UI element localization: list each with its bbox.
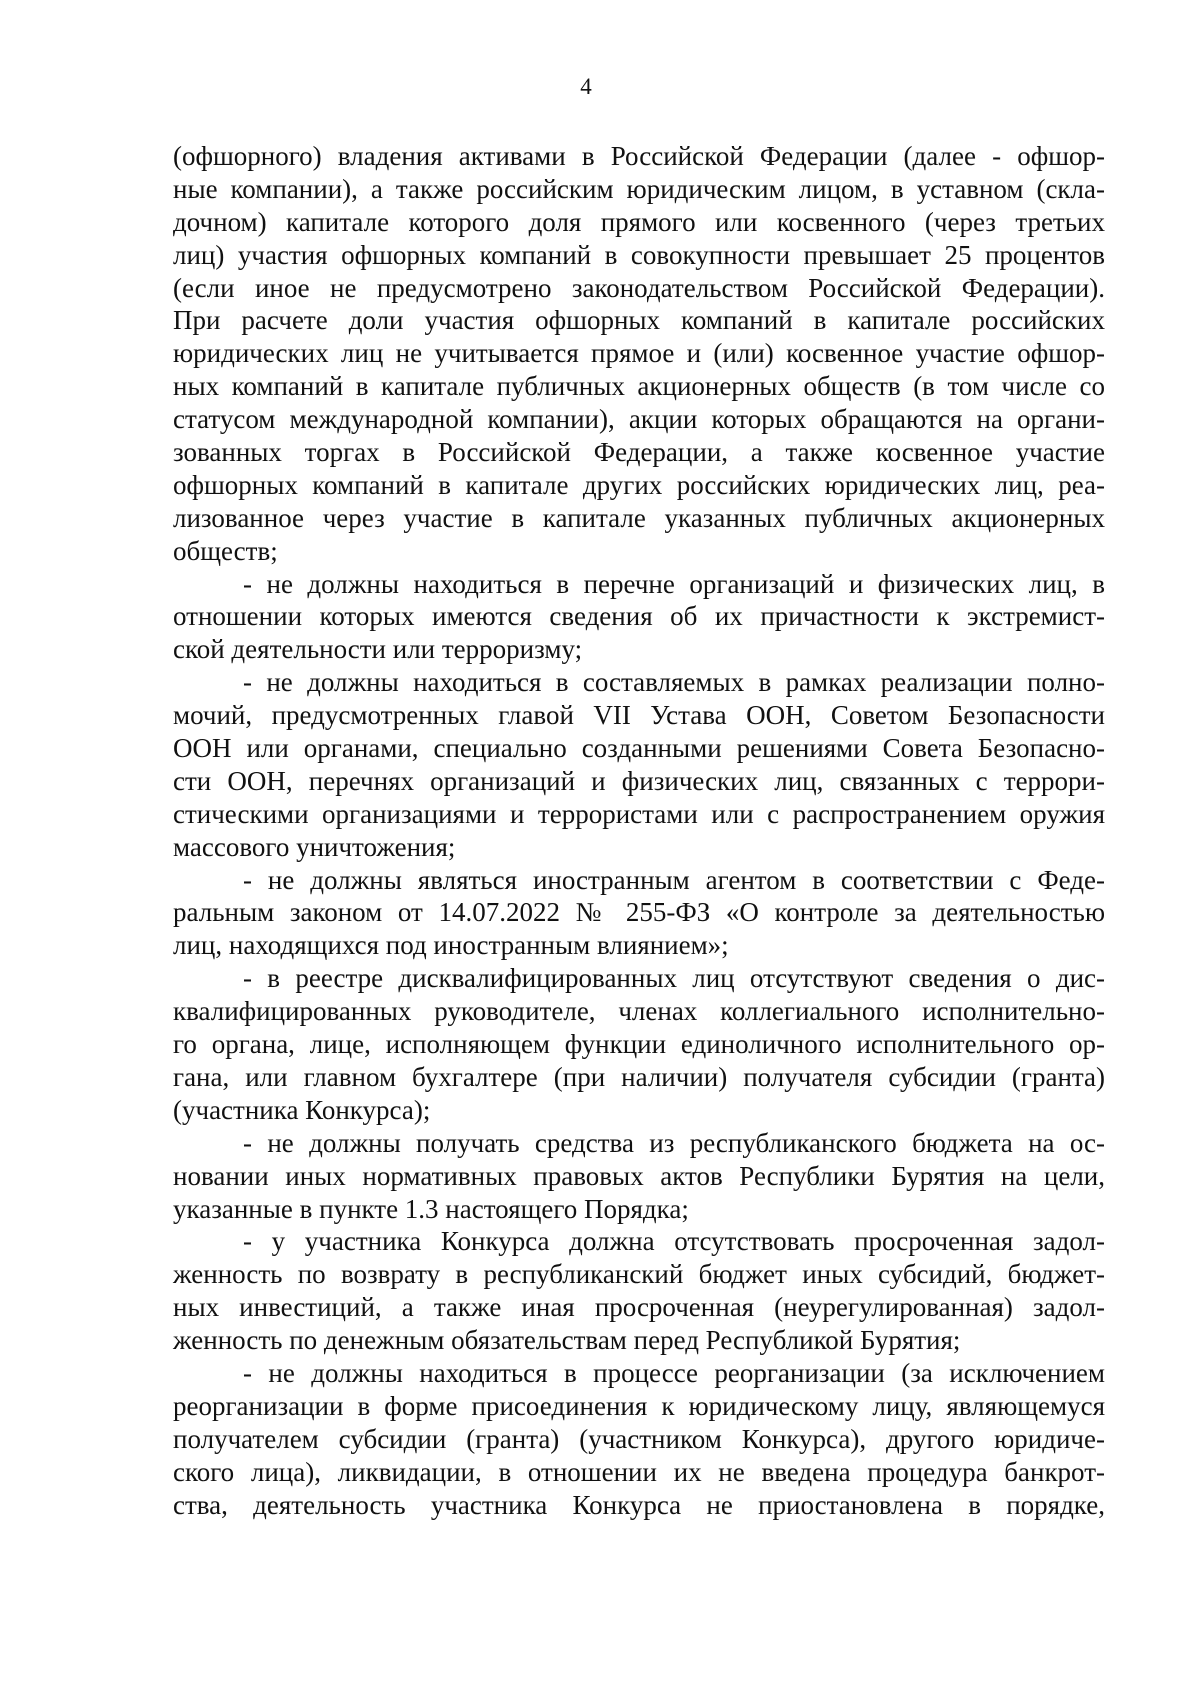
text-line: (офшорного) владения активами в Российской Федерации (далее - офшор- [173, 141, 1105, 171]
text-line: ООН или органами, специально созданными решениями Совета Безопасно- [173, 733, 1105, 764]
text-line: ской деятельности или терроризму; [173, 634, 583, 665]
text-line: ского лица), ликвидации, в отношении их не введена процедура банкрот- [173, 1456, 1105, 1487]
text-line: ральным законом от 14.07.2022 № 255-ФЗ «О контроле за деятельностью [173, 897, 1105, 928]
text-line: дочном) капитале которого доля прямого или косвенного (через третьих [173, 206, 1105, 237]
paragraph-first-line: - не должны находиться в составляемых в рамках реализации полно- [243, 667, 1105, 698]
paragraph-first-line: - не должны находиться в процессе реорганизации (за исключением [243, 1357, 1105, 1388]
text-line: ные компании), а также российским юридическим лицом, в уставном (скла- [173, 173, 1105, 204]
text-line: стическими организациями и террористами или с распространением оружия [173, 798, 1105, 829]
text-line: сти ООН, перечнях организаций и физических лиц, связанных с террори- [173, 765, 1105, 796]
text-line: отношении которых имеются сведения об их причастности к экстремист- [173, 601, 1105, 632]
document-body [173, 140, 1105, 1521]
text-line: гана, или главном бухгалтере (при наличии) получателя субсидии (гранта) [173, 1061, 1105, 1092]
paragraph-first-line: - в реестре дисквалифицированных лиц отсутствуют сведения о дис- [243, 963, 1105, 994]
text-line: юридических лиц не учитывается прямое и (или) косвенное участие офшор- [173, 338, 1105, 369]
text-line: лиц, находящихся под иностранным влиянием»; [173, 930, 729, 961]
text-line: ных компаний в капитале публичных акционерных обществ (в том числе со [173, 371, 1105, 402]
page-number: 4 [580, 74, 592, 99]
text-line: обществ; [173, 535, 278, 566]
text-line: ных инвестиций, а также иная просроченная (неурегулированная) задол- [173, 1292, 1105, 1323]
text-line: женность по возврату в республиканский бюджет иных субсидий, бюджет- [173, 1259, 1105, 1290]
text-line: зованных торгах в Российской Федерации, а также косвенное участие [173, 437, 1105, 468]
text-line: женность по денежным обязательствам перед Республикой Бурятия; [173, 1325, 961, 1356]
paragraph-first-line: - у участника Конкурса должна отсутствовать просроченная задол- [243, 1226, 1105, 1257]
text-line: (если иное не предусмотрено законодательством Российской Федерации). [173, 272, 1105, 303]
text-line: получателем субсидии (гранта) (участником Конкурса), другого юридиче- [173, 1423, 1105, 1454]
text-line: новании иных нормативных правовых актов Республики Бурятия на цели, [173, 1160, 1105, 1191]
paragraph-first-line: - не должны находиться в перечне организаций и физических лиц, в [243, 568, 1105, 599]
text-line: (участника Конкурса); [173, 1094, 431, 1125]
text-line: го органа, лице, исполняющем функции единоличного исполнительного ор- [173, 1029, 1105, 1060]
paragraph-first-line: - не должны получать средства из республиканского бюджета на ос- [243, 1127, 1105, 1158]
paragraph-first-line: - не должны являться иностранным агентом в соответствии с Феде- [243, 864, 1105, 895]
text-line: массового уничтожения; [173, 831, 456, 862]
text-line: статусом международной компании), акции которых обращаются на органи- [173, 404, 1105, 435]
text-line: указанные в пункте 1.3 настоящего Порядка; [173, 1193, 689, 1224]
text-line: лизованное через участие в капитале указанных публичных акционерных [173, 502, 1105, 533]
text-line: мочий, предусмотренных главой VII Устава ООН, Советом Безопасности [173, 700, 1105, 731]
text-line: офшорных компаний в капитале других российских юридических лиц, реа- [173, 469, 1105, 500]
text-line: При расчете доли участия офшорных компаний в капитале российских [173, 305, 1105, 336]
text-line: квалифицированных руководителе, членах коллегиального исполнительно- [173, 996, 1105, 1027]
text-line: ства, деятельность участника Конкурса не приостановлена в порядке, [173, 1489, 1105, 1520]
text-line: реорганизации в форме присоединения к юридическому лицу, являющемуся [173, 1390, 1105, 1421]
text-line: лиц) участия офшорных компаний в совокупности превышает 25 процентов [173, 239, 1105, 270]
